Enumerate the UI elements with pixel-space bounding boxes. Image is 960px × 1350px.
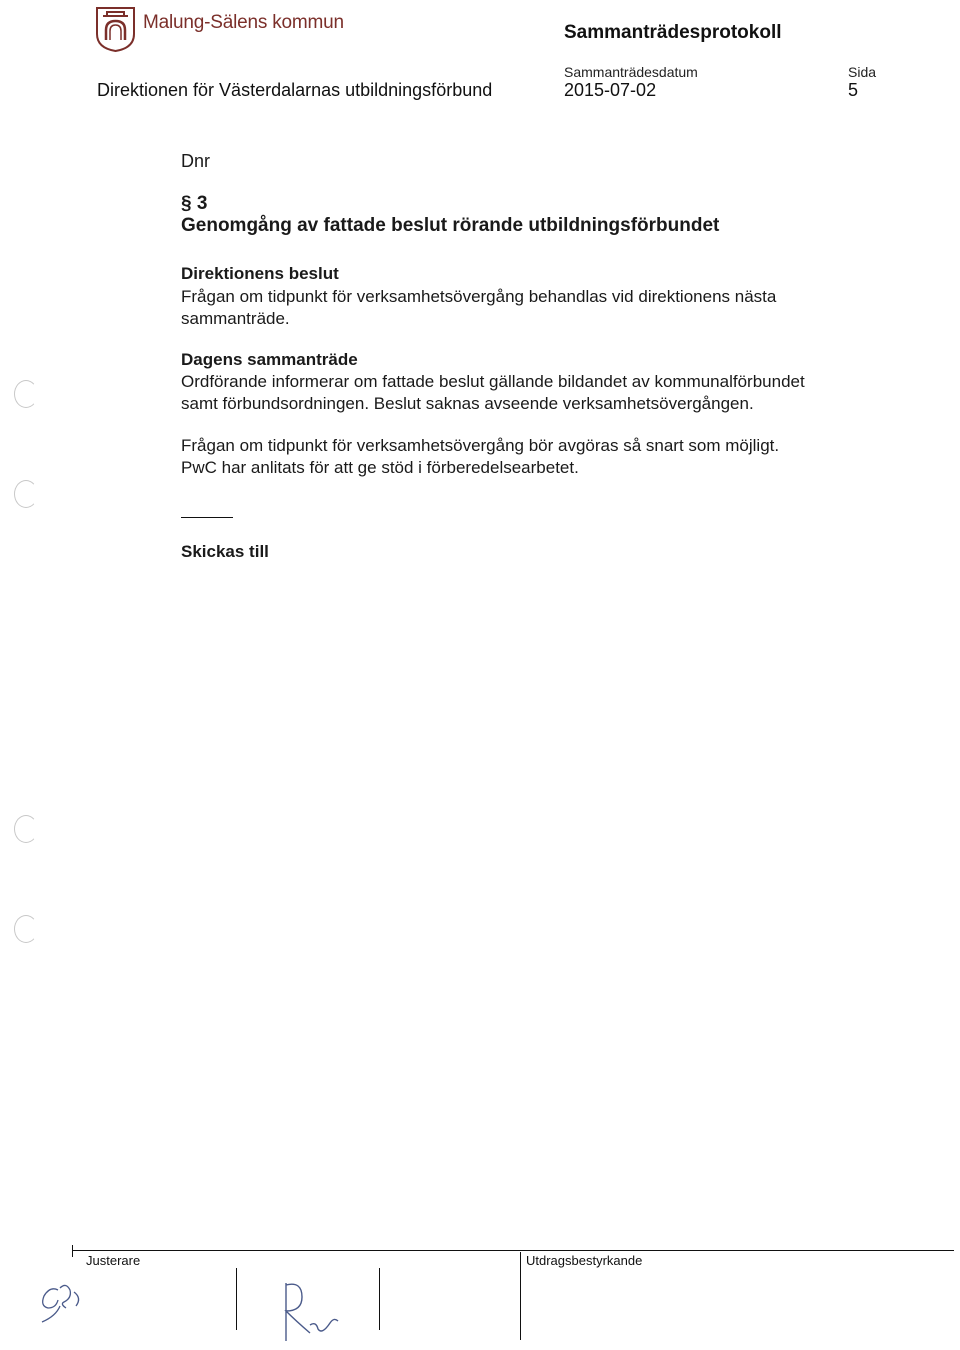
footer-divider <box>520 1252 521 1340</box>
separator-rule <box>181 517 233 518</box>
initials-signature-icon <box>30 1278 100 1328</box>
document-type: Sammanträdesprotokoll <box>564 22 782 43</box>
decision-line: sammanträde. <box>181 309 290 328</box>
page-label: Sida <box>848 64 877 80</box>
justerare-label: Justerare <box>86 1253 141 1268</box>
section-title: Genomgång av fattade beslut rörande utbildningsförbundet <box>181 215 720 236</box>
extra-line: PwC har anlitats för att ge stöd i förberedelsearbetet. <box>181 458 579 477</box>
extra-line: Frågan om tidpunkt för verksamhetsövergång bör avgöras så snart som möjligt. <box>181 436 780 455</box>
punch-hole <box>14 380 38 408</box>
municipality-name: Malung-Sälens kommun <box>143 12 344 33</box>
punch-hole <box>14 480 38 508</box>
dnr-label: Dnr <box>181 151 211 171</box>
signature-divider <box>236 1268 237 1330</box>
meeting-date-label: Sammanträdesdatum <box>564 64 698 80</box>
organization-name: Direktionen för Västerdalarnas utbildningsförbund <box>97 80 493 100</box>
signature-divider <box>379 1268 380 1330</box>
meeting-line: Ordförande informerar om fattade beslut gällande bildandet av kommunalförbundet <box>181 372 805 391</box>
sent-to-heading: Skickas till <box>181 542 269 561</box>
page-number: 5 <box>848 80 859 100</box>
footer-rule <box>72 1250 954 1251</box>
decision-heading: Direktionens beslut <box>181 264 339 283</box>
paragraph-number: § 3 <box>181 193 208 214</box>
footer-divider <box>72 1245 73 1257</box>
decision-line: Frågan om tidpunkt för verksamhetsövergång behandlas vid direktionens nästa <box>181 287 777 306</box>
signature-icon <box>272 1275 342 1345</box>
punch-hole <box>14 915 38 943</box>
meeting-line: samt förbundsordningen. Beslut saknas avseende verksamhetsövergången. <box>181 394 754 413</box>
coat-of-arms-icon <box>95 6 136 52</box>
punch-hole <box>14 815 38 843</box>
meeting-heading: Dagens sammanträde <box>181 350 358 369</box>
meeting-date: 2015-07-02 <box>564 80 657 100</box>
utdragsbestyrkande-label: Utdragsbestyrkande <box>526 1253 643 1268</box>
